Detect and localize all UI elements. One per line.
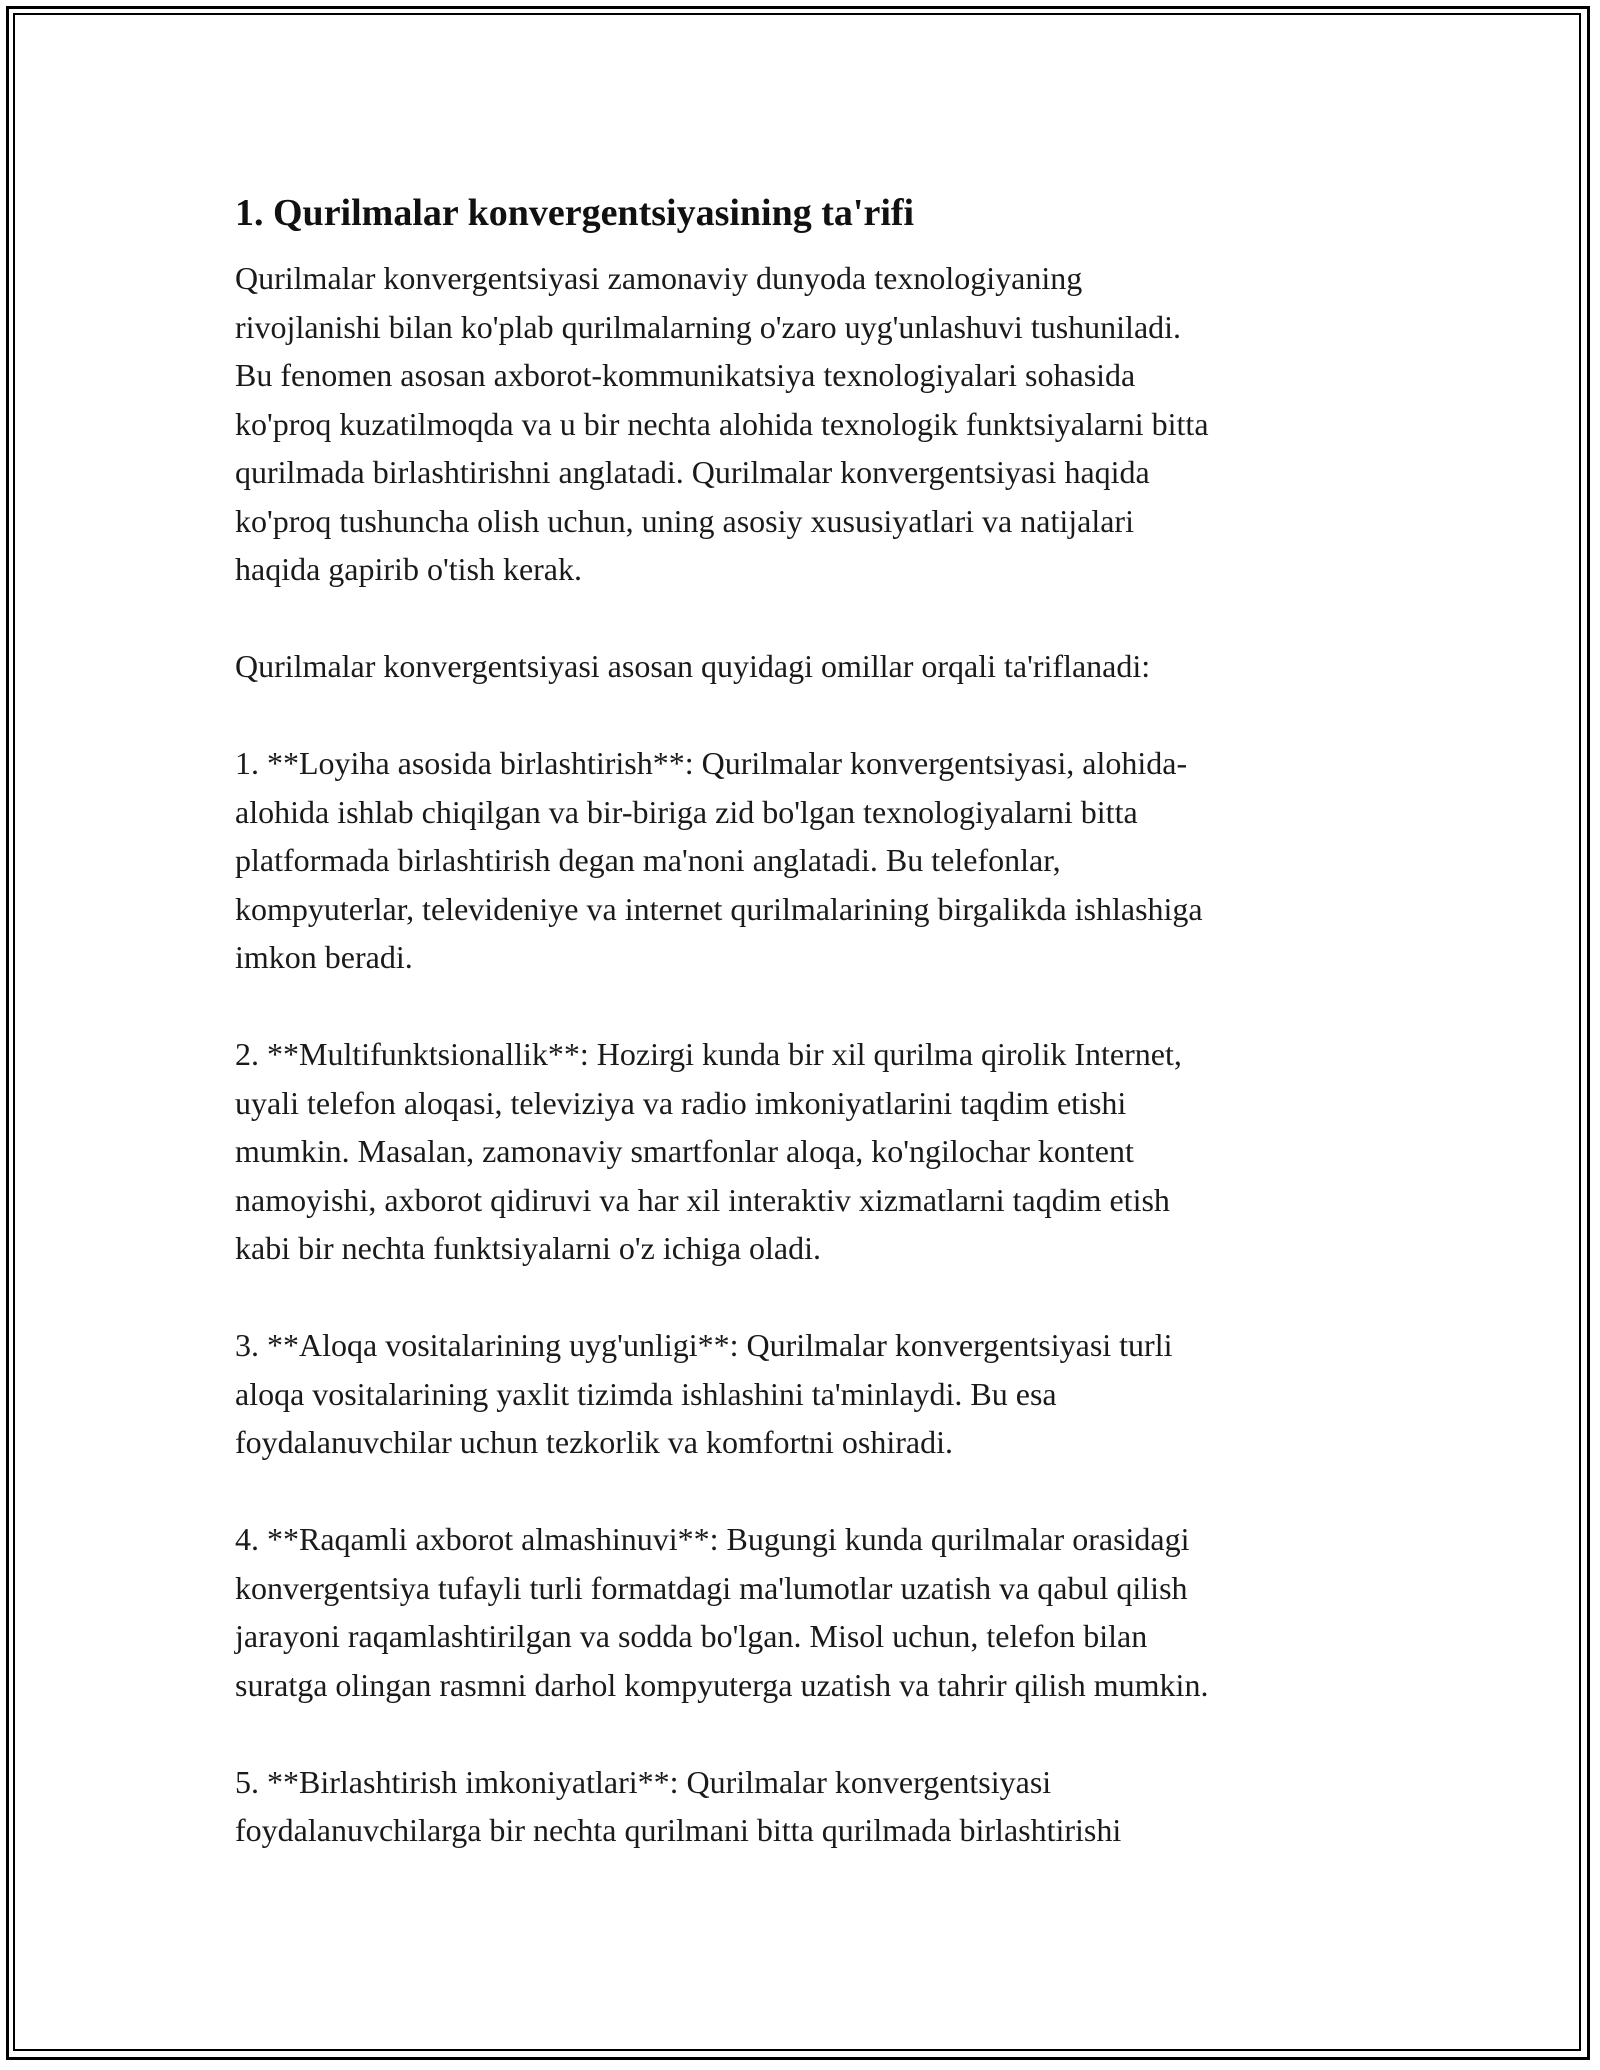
list-item-5: 5. **Birlashtirish imkoniyatlari**: Qurilmalar konvergentsiyasi foydalanuvchilarga bir nechta qurilmani bitta qurilmada birlashtirishi <box>235 1763 1122 1848</box>
list-item-3: 3. **Aloqa vositalarining uyg'unligi**: Qurilmalar konvergentsiyasi turli aloqa vositalarining yaxlit tizimda ishlashini ta'minlaydi. Bu esa foydalanuvchilar uchun tezkorlik va komfortni oshiradi. <box>235 1327 1173 1460</box>
list-item-1: 1. **Loyiha asosida birlashtirish**: Qurilmalar konvergentsiyasi, alohida- alohida ishlab chiqilgan va bir-biriga zid bo'lgan texnologiyalarni bitta platformada birlashtirish degan ma'noni anglatadi. Bu telefonlar, kompyuterlar, televideniye va internet qurilmalarining birgalikda ishlashiga imkon beradi. <box>235 745 1203 975</box>
factors-intro-paragraph: Qurilmalar konvergentsiyasi asosan quyidagi omillar orqali ta'riflanadi: <box>235 648 1151 684</box>
list-item-2: 2. **Multifunktsionallik**: Hozirgi kunda bir xil qurilma qirolik Internet, uyali telefon aloqasi, televiziya va radio imkoniyatlarini taqdim etishi mumkin. Masalan, zamonaviy smartfonlar aloqa, ko'ngilochar kontent namoyishi, axborot qidiruvi va har xil interaktiv xizmatlarni taqdim etish kabi bir nechta funktsiyalarni o'z ichiga oladi. <box>235 1036 1182 1266</box>
document-body <box>235 180 1355 1903</box>
intro-paragraph: Qurilmalar konvergentsiyasi zamonaviy dunyoda texnologiyaning rivojlanishi bilan ko'plab qurilmalarning o'zaro uyg'unlashuvi tushuniladi. Bu fenomen asosan axborot-kommunikatsiya texnologiyalari sohasida ko'proq kuzatilmoqda va u bir nechta alohida texnologik funktsiyalarni bitta qurilmada birlashtirishni anglatadi. Qurilmalar konvergentsiyasi haqida ko'proq tushuncha olish uchun, uning asosiy xususiyatlari va natijalari haqida gapirib o'tish kerak. <box>235 260 1209 587</box>
section-heading: 1. Qurilmalar konvergentsiyasining ta'rifi <box>235 192 915 234</box>
list-item-4: 4. **Raqamli axborot almashinuvi**: Bugungi kunda qurilmalar orasidagi konvergentsiya tufayli turli formatdagi ma'lumotlar uzatish va qabul qilish jarayoni raqamlashtirilgan va sodda bo'lgan. Misol uchun, telefon bilan suratga olingan rasmni darhol kompyuterga uzatish va tahrir qilish mumkin. <box>235 1521 1209 1703</box>
